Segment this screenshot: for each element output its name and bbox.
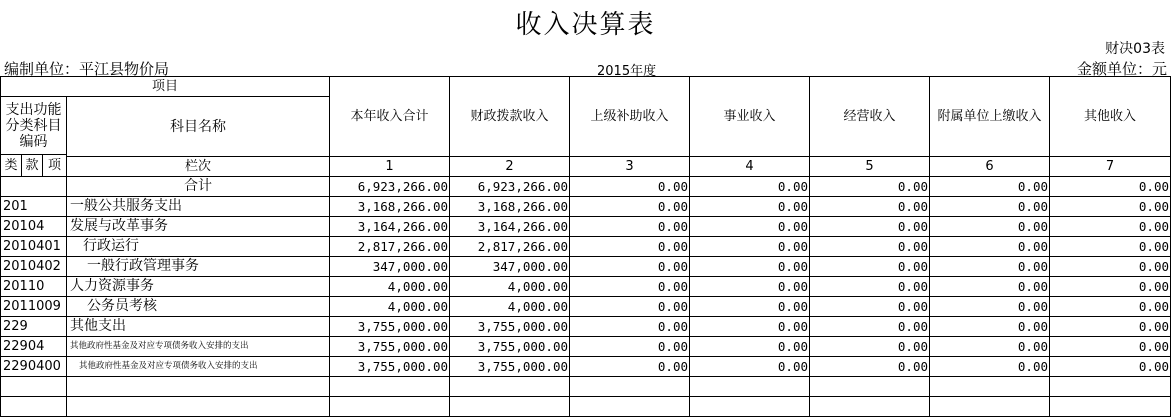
kuan-header: 款 [22, 155, 43, 177]
amount-cell: 3,755,000.00 [450, 317, 570, 337]
empty-cell [930, 397, 1050, 417]
amount-cell: 0.00 [1050, 197, 1171, 217]
amount-cell: 0.00 [690, 217, 810, 237]
amount-cell: 0.00 [690, 237, 810, 257]
amount-cell: 0.00 [930, 177, 1050, 197]
amount-cell: 0.00 [570, 217, 690, 237]
amount-cell: 0.00 [690, 197, 810, 217]
amount-cell: 0.00 [930, 297, 1050, 317]
amount-cell: 3,168,266.00 [330, 197, 450, 217]
amount-cell: 6,923,266.00 [330, 177, 450, 197]
amount-cell: 0.00 [810, 357, 930, 377]
amount-cell: 0.00 [930, 317, 1050, 337]
amount-cell: 4,000.00 [450, 297, 570, 317]
amount-cell: 0.00 [1050, 237, 1171, 257]
amount-cell: 0.00 [1050, 277, 1171, 297]
table-row [1, 197, 1171, 217]
code-cell [1, 177, 67, 197]
amount-cell: 0.00 [930, 197, 1050, 217]
amount-cell: 347,000.00 [450, 257, 570, 277]
code-cell: 2011009 [1, 297, 67, 317]
table-row [1, 217, 1171, 237]
column-number: 3 [570, 157, 690, 177]
code-cell: 20104 [1, 217, 67, 237]
amount-cell: 0.00 [810, 177, 930, 197]
amount-cell: 0.00 [570, 257, 690, 277]
empty-cell [330, 397, 450, 417]
project-header: 项目 [1, 77, 330, 97]
amount-cell: 0.00 [810, 197, 930, 217]
empty-cell [810, 397, 930, 417]
amount-cell: 0.00 [1050, 357, 1171, 377]
amount-cell: 3,168,266.00 [450, 197, 570, 217]
empty-cell [450, 397, 570, 417]
amount-cell: 0.00 [690, 257, 810, 277]
amount-cell: 3,164,266.00 [330, 217, 450, 237]
amount-cell: 4,000.00 [330, 297, 450, 317]
code-cell: 20110 [1, 277, 67, 297]
column-header: 上级补助收入 [570, 77, 690, 157]
amount-cell: 0.00 [810, 317, 930, 337]
report-title: 收入决算表 [515, 10, 656, 40]
column-header: 附属单位上缴收入 [930, 77, 1050, 157]
amount-cell: 0.00 [810, 297, 930, 317]
amount-cell: 3,755,000.00 [330, 337, 450, 357]
fiscal-year: 2015年度 [597, 64, 657, 79]
amount-cell: 0.00 [1050, 297, 1171, 317]
amount-cell: 0.00 [570, 277, 690, 297]
subject-name-cell: 合计 [67, 177, 330, 197]
func-code-header: 支出功能分类科目编码 [1, 97, 67, 155]
empty-cell [450, 377, 570, 397]
table-row [1, 257, 1171, 277]
amount-cell: 3,164,266.00 [450, 217, 570, 237]
code-cell: 2290400 [1, 357, 67, 377]
empty-cell [330, 377, 450, 397]
amount-cell: 0.00 [690, 337, 810, 357]
amount-cell: 3,755,000.00 [450, 337, 570, 357]
subject-name-cell: 一般行政管理事务 [67, 257, 330, 277]
lanci-header: 栏次 [67, 157, 330, 177]
amount-cell: 0.00 [690, 297, 810, 317]
code-cell: 229 [1, 317, 67, 337]
income-table [0, 76, 1171, 417]
amount-cell: 6,923,266.00 [450, 177, 570, 197]
amount-cell: 0.00 [810, 237, 930, 257]
amount-unit: 金额单位：元 [1076, 60, 1167, 78]
empty-cell [690, 397, 810, 417]
amount-cell: 0.00 [1050, 337, 1171, 357]
lei-header: 类 [1, 155, 22, 177]
empty-cell [570, 397, 690, 417]
amount-cell: 0.00 [810, 217, 930, 237]
amount-cell: 0.00 [930, 337, 1050, 357]
empty-cell [1050, 397, 1171, 417]
amount-cell: 0.00 [570, 297, 690, 317]
amount-cell: 347,000.00 [330, 257, 450, 277]
column-header: 事业收入 [690, 77, 810, 157]
empty-cell [67, 397, 330, 417]
reporting-unit: 编制单位：平江县物价局 [4, 60, 170, 78]
empty-row [1, 377, 1171, 397]
table-row [1, 237, 1171, 257]
amount-cell: 0.00 [690, 177, 810, 197]
amount-cell: 0.00 [810, 337, 930, 357]
amount-cell: 4,000.00 [450, 277, 570, 297]
amount-cell: 0.00 [930, 357, 1050, 377]
amount-cell: 0.00 [1050, 317, 1171, 337]
column-number: 5 [810, 157, 930, 177]
amount-cell: 0.00 [690, 317, 810, 337]
amount-cell: 0.00 [930, 237, 1050, 257]
amount-cell: 0.00 [570, 337, 690, 357]
column-number: 7 [1050, 157, 1171, 177]
amount-cell: 0.00 [690, 357, 810, 377]
amount-cell: 4,000.00 [330, 277, 450, 297]
column-number: 2 [450, 157, 570, 177]
amount-cell: 2,817,266.00 [330, 237, 450, 257]
empty-row [1, 397, 1171, 417]
empty-cell [1, 377, 67, 397]
column-number: 6 [930, 157, 1050, 177]
empty-cell [930, 377, 1050, 397]
amount-cell: 3,755,000.00 [450, 357, 570, 377]
amount-cell: 3,755,000.00 [330, 357, 450, 377]
amount-cell: 0.00 [810, 277, 930, 297]
amount-cell: 0.00 [930, 277, 1050, 297]
table-row [1, 357, 1171, 377]
xiang-header: 项 [43, 155, 67, 177]
column-header: 本年收入合计 [330, 77, 450, 157]
subject-name-cell: 公务员考核 [67, 297, 330, 317]
amount-cell: 0.00 [570, 197, 690, 217]
column-header: 财政拨款收入 [450, 77, 570, 157]
amount-cell: 0.00 [930, 217, 1050, 237]
empty-cell [67, 377, 330, 397]
table-row [1, 337, 1171, 357]
subject-name-header: 科目名称 [67, 97, 330, 157]
amount-cell: 0.00 [1050, 257, 1171, 277]
empty-cell [1, 397, 67, 417]
amount-cell: 0.00 [570, 237, 690, 257]
amount-cell: 2,817,266.00 [450, 237, 570, 257]
amount-cell: 0.00 [690, 277, 810, 297]
amount-cell: 0.00 [810, 257, 930, 277]
empty-cell [810, 377, 930, 397]
subject-name-cell: 一般公共服务支出 [67, 197, 330, 217]
amount-cell: 0.00 [930, 257, 1050, 277]
subject-name-cell: 其他支出 [67, 317, 330, 337]
empty-cell [690, 377, 810, 397]
amount-cell: 3,755,000.00 [330, 317, 450, 337]
amount-cell: 0.00 [570, 317, 690, 337]
column-header: 其他收入 [1050, 77, 1171, 157]
amount-cell: 0.00 [570, 177, 690, 197]
empty-cell [1050, 377, 1171, 397]
column-header: 经营收入 [810, 77, 930, 157]
table-row [1, 297, 1171, 317]
subject-name-cell: 发展与改革事务 [67, 217, 330, 237]
subject-name-cell: 人力资源事务 [67, 277, 330, 297]
code-cell: 2010402 [1, 257, 67, 277]
code-cell: 22904 [1, 337, 67, 357]
column-number: 1 [330, 157, 450, 177]
column-number: 4 [690, 157, 810, 177]
total-row [1, 177, 1171, 197]
table-row [1, 277, 1171, 297]
table-row [1, 317, 1171, 337]
amount-cell: 0.00 [1050, 177, 1171, 197]
subject-name-cell: 其他政府性基金及对应专项债务收入安排的支出 [67, 357, 330, 377]
code-cell: 2010401 [1, 237, 67, 257]
subject-name-cell: 其他政府性基金及对应专项债务收入安排的支出 [67, 337, 330, 357]
code-cell: 201 [1, 197, 67, 217]
form-code: 财决03表 [1105, 41, 1165, 57]
amount-cell: 0.00 [570, 357, 690, 377]
subject-name-cell: 行政运行 [67, 237, 330, 257]
empty-cell [570, 377, 690, 397]
amount-cell: 0.00 [1050, 217, 1171, 237]
